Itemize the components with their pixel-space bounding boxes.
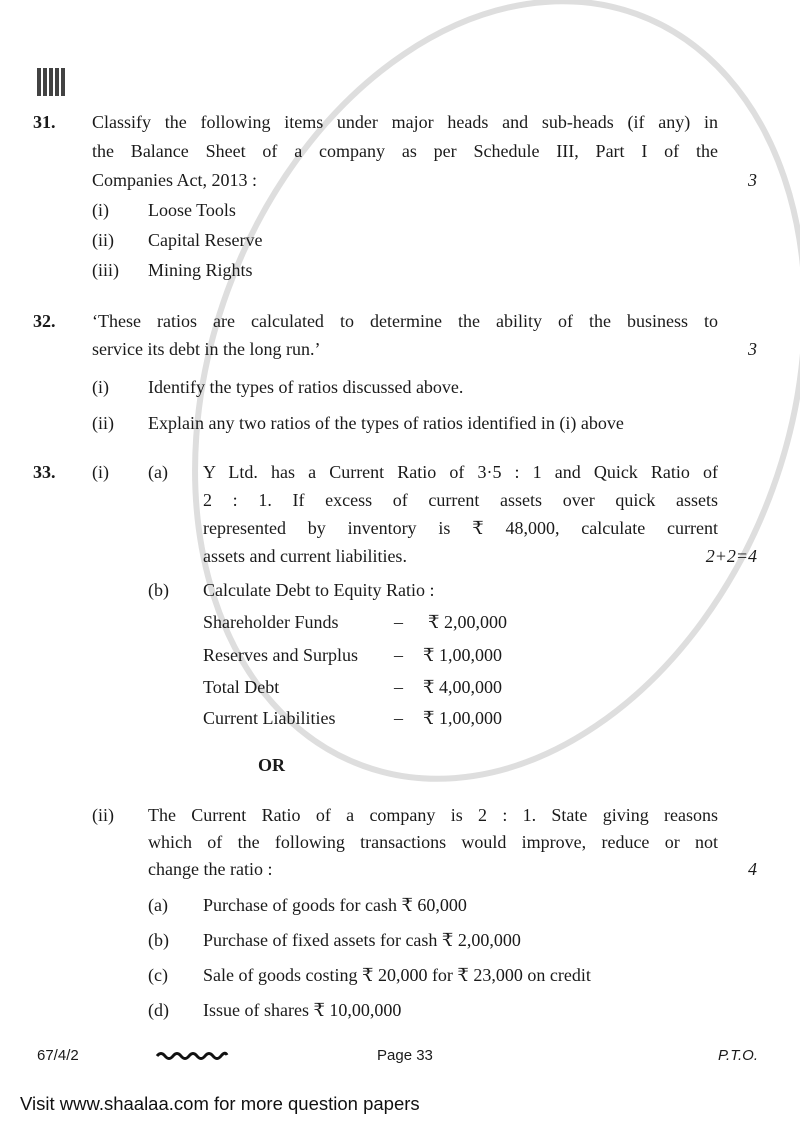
item-text: Capital Reserve	[148, 230, 263, 250]
item-text: Identify the types of ratios discussed above.	[148, 377, 464, 397]
sub-label: (b)	[148, 580, 169, 600]
pto-label: P.T.O.	[717, 1047, 758, 1064]
paper-code: 67/4/2	[37, 1047, 79, 1064]
item-label: (i)	[92, 200, 109, 220]
row-item: Current Liabilities	[203, 708, 336, 728]
item-label: (b)	[148, 930, 169, 950]
question-text: Y Ltd. has a Current Ratio of 3·5 : 1 and Quick Ratio of	[203, 462, 718, 482]
page-number: Page 33	[377, 1047, 433, 1064]
row-value: ₹ 1,00,000	[423, 645, 502, 665]
row-item: Total Debt	[203, 677, 280, 697]
item-text: Explain any two ratios of the types of ratios identified in (i) above	[148, 413, 624, 433]
item-label: (iii)	[92, 260, 119, 280]
row-dash: –	[394, 677, 403, 697]
question-number: 33.	[33, 462, 56, 482]
item-text: Issue of shares ₹ 10,00,000	[203, 1000, 402, 1020]
question-text: Calculate Debt to Equity Ratio :	[203, 580, 435, 600]
item-label: (c)	[148, 965, 168, 985]
question-text: change the ratio :	[148, 859, 273, 879]
item-label: (i)	[92, 377, 109, 397]
item-label: (ii)	[92, 230, 114, 250]
item-text: Mining Rights	[148, 260, 253, 280]
item-text: Sale of goods costing ₹ 20,000 for ₹ 23,000 on credit	[203, 965, 591, 985]
qr-code-icon	[37, 68, 65, 96]
marks: 4	[748, 859, 757, 879]
question-number: 32.	[33, 311, 56, 331]
part-label: (i)	[92, 462, 109, 482]
sub-label: (a)	[148, 462, 168, 482]
row-value: ₹ 4,00,000	[423, 677, 502, 697]
part-label: (ii)	[92, 805, 114, 825]
row-item: Reserves and Surplus	[203, 645, 358, 665]
question-number: 31.	[33, 112, 56, 132]
or-separator: OR	[258, 755, 285, 775]
item-label: (d)	[148, 1000, 169, 1020]
item-text: Purchase of goods for cash ₹ 60,000	[203, 895, 467, 915]
item-label: (a)	[148, 895, 168, 915]
row-item: Shareholder Funds	[203, 612, 339, 632]
question-text: represented by inventory is ₹ 48,000, calculate current	[203, 518, 718, 538]
question-text: Companies Act, 2013 :	[92, 170, 257, 190]
wave-ornament-icon	[155, 1049, 229, 1061]
row-value: ₹ 1,00,000	[423, 708, 502, 728]
marks: 3	[748, 339, 757, 359]
marks: 3	[748, 170, 757, 190]
item-text: Purchase of fixed assets for cash ₹ 2,00,000	[203, 930, 521, 950]
row-dash: –	[394, 645, 403, 665]
item-label: (ii)	[92, 413, 114, 433]
question-text: The Current Ratio of a company is 2 : 1. State giving reasons	[148, 805, 718, 825]
row-dash: –	[394, 612, 403, 632]
question-text: Classify the following items under major heads and sub-heads (if any) in	[92, 112, 718, 132]
question-text: 2 : 1. If excess of current assets over quick assets	[203, 490, 718, 510]
visit-link[interactable]: Visit www.shaalaa.com for more question papers	[20, 1093, 420, 1114]
question-text: which of the following transactions would improve, reduce or not	[148, 832, 718, 852]
question-text: ‘These ratios are calculated to determine the ability of the business to	[92, 311, 718, 331]
row-dash: –	[394, 708, 403, 728]
item-text: Loose Tools	[148, 200, 236, 220]
question-text: service its debt in the long run.’	[92, 339, 321, 359]
row-value: ₹ 2,00,000	[428, 612, 507, 632]
marks: 2+2=4	[705, 546, 757, 566]
question-text: the Balance Sheet of a company as per Schedule III, Part I of the	[92, 141, 718, 161]
question-text: assets and current liabilities.	[203, 546, 407, 566]
